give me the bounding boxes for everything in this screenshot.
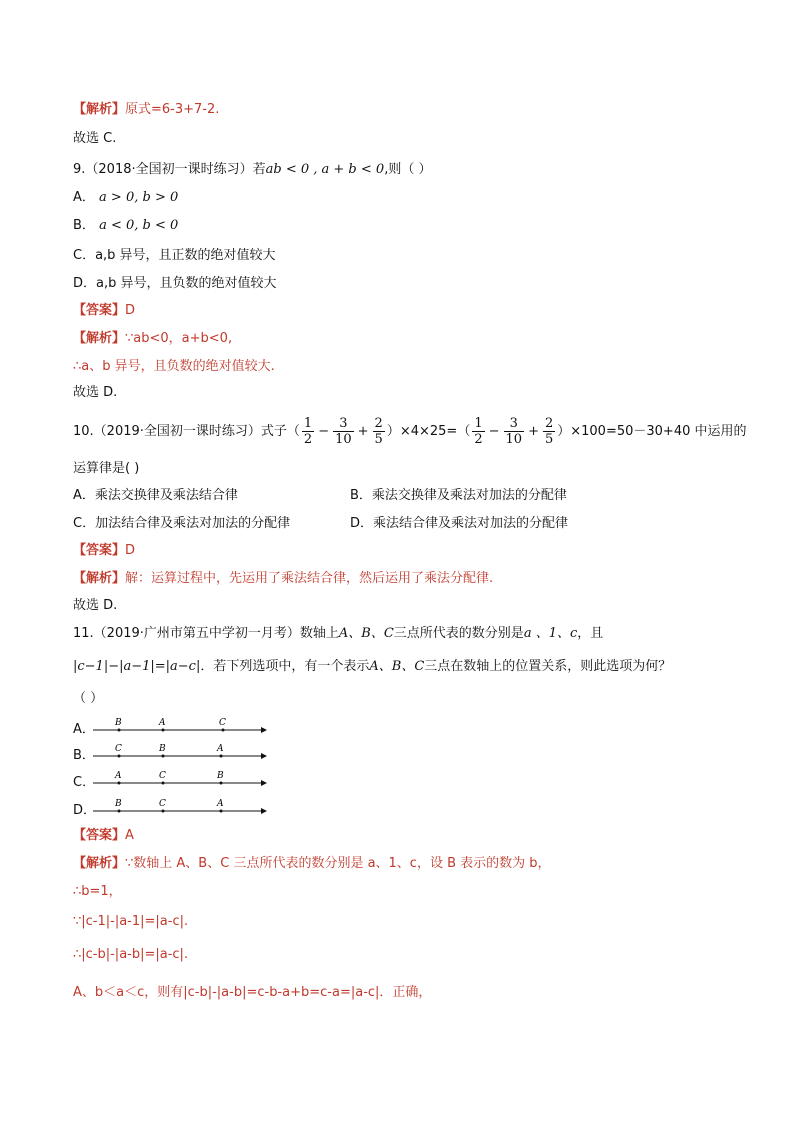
- q11-line2-points: A、B、C: [369, 659, 425, 674]
- point-label: A: [115, 771, 122, 781]
- q10-option-d[interactable]: [350, 515, 568, 533]
- q11-jiexi-line5: A、b＜a＜c，则有|c-b|-|a-b|=c-b-a+b=c-a=|a-c|．正确，: [73, 985, 432, 1000]
- fraction: $\frac{3}{10}$: [335, 416, 352, 447]
- q11-line2-mid: ．若下列选项中，有一个表示: [200, 659, 370, 674]
- point-label: B: [159, 744, 166, 754]
- option-key: B．: [73, 748, 95, 763]
- option-text: a > 0, b > 0: [99, 190, 179, 205]
- fraction: $\frac{1}{2}$: [474, 416, 483, 447]
- point-label: B: [115, 799, 122, 809]
- q10-option-c[interactable]: [73, 515, 290, 533]
- q11-stem-prefix: 11.（2019·广州市第五中学初一月考）数轴上: [73, 626, 339, 641]
- answer-label: 【答案】: [73, 543, 126, 558]
- point-label: B: [115, 718, 122, 728]
- point-label: A: [159, 718, 166, 728]
- q11-stem-points: A、B、C: [338, 626, 394, 641]
- jiexi-label: 【解析】: [73, 856, 126, 871]
- jiexi-text: 原式=6-3+7-2.: [125, 102, 220, 117]
- q9-jiexi: [73, 330, 232, 348]
- q10-stem-line2: 运算律是( ): [73, 461, 140, 476]
- option-key: A．: [73, 488, 95, 503]
- q11-stem-mid: 三点所代表的数分别是: [393, 626, 524, 641]
- option-key: A．: [73, 722, 95, 737]
- q9-stem-suffix: ,则（ ）: [384, 162, 432, 177]
- point-label: C: [219, 718, 226, 728]
- q10-stem-prefix: 10.（2019·全国初一课时练习）式子（: [73, 424, 300, 439]
- q11-stem-values: a 、1、c: [523, 626, 578, 641]
- option-text: a < 0, b < 0: [99, 218, 179, 233]
- number-line-icon: [93, 744, 273, 762]
- answer-value: D: [125, 303, 136, 318]
- q8-conclusion: 故选 C.: [73, 131, 117, 146]
- q9-conclusion: 故选 D.: [73, 385, 118, 400]
- jiexi-text: ∵ab<0，a+b<0,: [125, 331, 233, 346]
- q10-stem: 10.（2019·全国初一课时练习）式子（ $\frac{1}{2}$ − $\frac{3}{10}$ + $\frac{2}{5}$ ）×4×25=（ $\frac{1}{2}$ − $\frac{3}{10}$ + $\frac{2}{5}$ ）×100=50－30+40 中运用的: [73, 416, 747, 447]
- q11-jiexi-line2: ∴b=1，: [73, 884, 122, 899]
- jiexi-label: 【解析】: [73, 331, 126, 346]
- q10-option-a[interactable]: [73, 487, 238, 505]
- point-label: A: [217, 799, 224, 809]
- option-text: 乘法交换律及乘法对加法的分配律: [371, 488, 567, 503]
- jiexi-label: 【解析】: [73, 102, 126, 117]
- point-label: C: [159, 799, 166, 809]
- q9-answer: [73, 302, 135, 320]
- q8-jiexi: [73, 101, 219, 119]
- option-text: a,b 异号，且正数的绝对值较大: [95, 248, 276, 263]
- point-label: C: [159, 771, 166, 781]
- fraction: $\frac{2}{5}$: [374, 416, 383, 447]
- q10-option-b[interactable]: [350, 487, 567, 505]
- jiexi-text: 解：运算过程中，先运用了乘法结合律，然后运用了乘法分配律.: [125, 571, 494, 586]
- number-line-icon: [93, 718, 273, 736]
- point-label: B: [217, 771, 224, 781]
- option-key: A．: [73, 190, 95, 205]
- number-line-icon: [93, 771, 273, 789]
- option-key: C．: [73, 775, 96, 790]
- q9-option-c[interactable]: [73, 247, 276, 265]
- abs-expression: |c−1|−|a−1|=|a−c|: [73, 659, 201, 674]
- q9-option-d[interactable]: [73, 275, 277, 293]
- q9-option-a[interactable]: [73, 189, 178, 207]
- point-label: A: [217, 744, 224, 754]
- q11-line2-end: 三点在数轴上的位置关系，则此选项为何？: [424, 659, 672, 674]
- jiexi-label: 【解析】: [73, 571, 126, 586]
- answer-value: A: [125, 828, 134, 843]
- option-text: 加法结合律及乘法对加法的分配律: [95, 516, 291, 531]
- jiexi-text: ∵数轴上 A、B、C 三点所代表的数分别是 a、1、c，设 B 表示的数为 b，: [125, 856, 551, 871]
- q11-stem-end: ，且: [577, 626, 604, 641]
- q10-conclusion: 故选 D.: [73, 598, 118, 613]
- q10-answer: [73, 542, 135, 560]
- q9-stem-prefix: 9.（2018·全国初一课时练习）若: [73, 162, 266, 177]
- option-key: B．: [73, 218, 95, 233]
- option-text: a,b 异号，且负数的绝对值较大: [96, 276, 277, 291]
- q11-answer: [73, 827, 134, 845]
- answer-value: D: [125, 543, 136, 558]
- q11-paren: （ ）: [73, 691, 104, 706]
- answer-label: 【答案】: [73, 828, 126, 843]
- q11-jiexi-line4: ∴|c-b|-|a-b|=|a-c|.: [73, 947, 189, 962]
- option-key: D．: [350, 516, 374, 531]
- q9-stem: [73, 161, 431, 179]
- option-key: D．: [73, 803, 97, 818]
- fraction: $\frac{3}{10}$: [505, 416, 523, 447]
- q9-option-b[interactable]: [73, 217, 178, 235]
- q11-jiexi-line3: ∵|c-1|-|a-1|=|a-c|.: [73, 914, 189, 929]
- q10-stem-suffix: ）×100=50－30+40 中运用的: [557, 424, 747, 439]
- fraction: $\frac{1}{2}$: [303, 416, 313, 447]
- option-text: 乘法交换律及乘法结合律: [94, 488, 238, 503]
- fraction: $\frac{2}{5}$: [544, 416, 554, 447]
- option-key: B．: [350, 488, 372, 503]
- number-line-icon: [93, 799, 273, 817]
- q11-jiexi: [73, 855, 551, 873]
- point-label: C: [115, 744, 122, 754]
- q9-jiexi-line2: ∴a、b 异号，且负数的绝对值较大.: [73, 359, 275, 374]
- option-text: 乘法结合律及乘法对加法的分配律: [373, 516, 569, 531]
- option-key: D．: [73, 276, 97, 291]
- q9-stem-math: ab < 0 , a + b < 0: [265, 162, 385, 177]
- q10-stem-mid: ）×4×25=（: [386, 424, 471, 439]
- option-key: C．: [73, 248, 96, 263]
- answer-label: 【答案】: [73, 303, 126, 318]
- option-key: C．: [73, 516, 96, 531]
- q11-stem-line2: [73, 658, 671, 676]
- q10-jiexi: [73, 570, 493, 588]
- q11-stem: [73, 625, 603, 643]
